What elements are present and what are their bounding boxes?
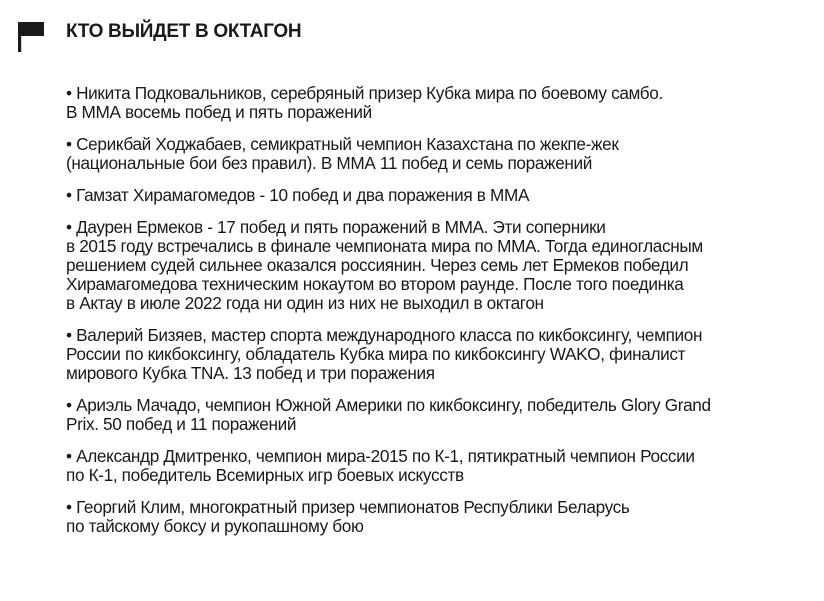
list-item-khiramagomedov: • Гамзат Хирамагомедов - 10 побед и два поражения в ММА	[66, 185, 530, 205]
fighter-list	[66, 84, 816, 549]
list-item-dmitrenko: • Александр Дмитренко, чемпион мира-2015 по К-1, пятикратный чемпион России по К-1, победитель Всемирных игр боевых искусств	[66, 446, 695, 485]
flag-icon	[18, 22, 44, 52]
list-item-podkovalnikov: • Никита Подковальников, серебряный призер Кубка мира по боевому самбо. В ММА восемь побед и пять поражений	[66, 83, 663, 122]
section-header	[18, 18, 301, 52]
list-item-ermekov: • Даурен Ермеков - 17 побед и пять поражений в ММА. Эти соперники в 2015 году встречались в финале чемпионата мира по ММА. Тогда единогласным решением судей сильнее оказался россиянин. Через семь лет Ермеков победил Хирамагомедова техническим нокаутом во втором раунде. После того поединка в Актау в июле 2022 года ни один из них не выходил в октагон	[66, 217, 703, 313]
list-item-klim: • Георгий Клим, многократный призер чемпионатов Республики Беларусь по тайскому боксу и рукопашному бою	[66, 497, 630, 536]
list-item-bizyaev: • Валерий Бизяев, мастер спорта международного класса по кикбоксингу, чемпион России по кикбоксингу, обладатель Кубка мира по кикбоксингу WAKO, финалист мирового Кубка TNA. 13 побед и три поражения	[66, 325, 703, 383]
list-item-machado: • Ариэль Мачадо, чемпион Южной Америки по кикбоксингу, победитель Glory Grand Prix. 50 побед и 11 поражений	[66, 395, 711, 434]
section-title: КТО ВЫЙДЕТ В ОКТАГОН	[66, 21, 302, 42]
list-item-khodzhabaev: • Серикбай Ходжабаев, семикратный чемпион Казахстана по жекпе-жек (национальные бои без правил). В ММА 11 побед и семь поражений	[66, 134, 619, 173]
